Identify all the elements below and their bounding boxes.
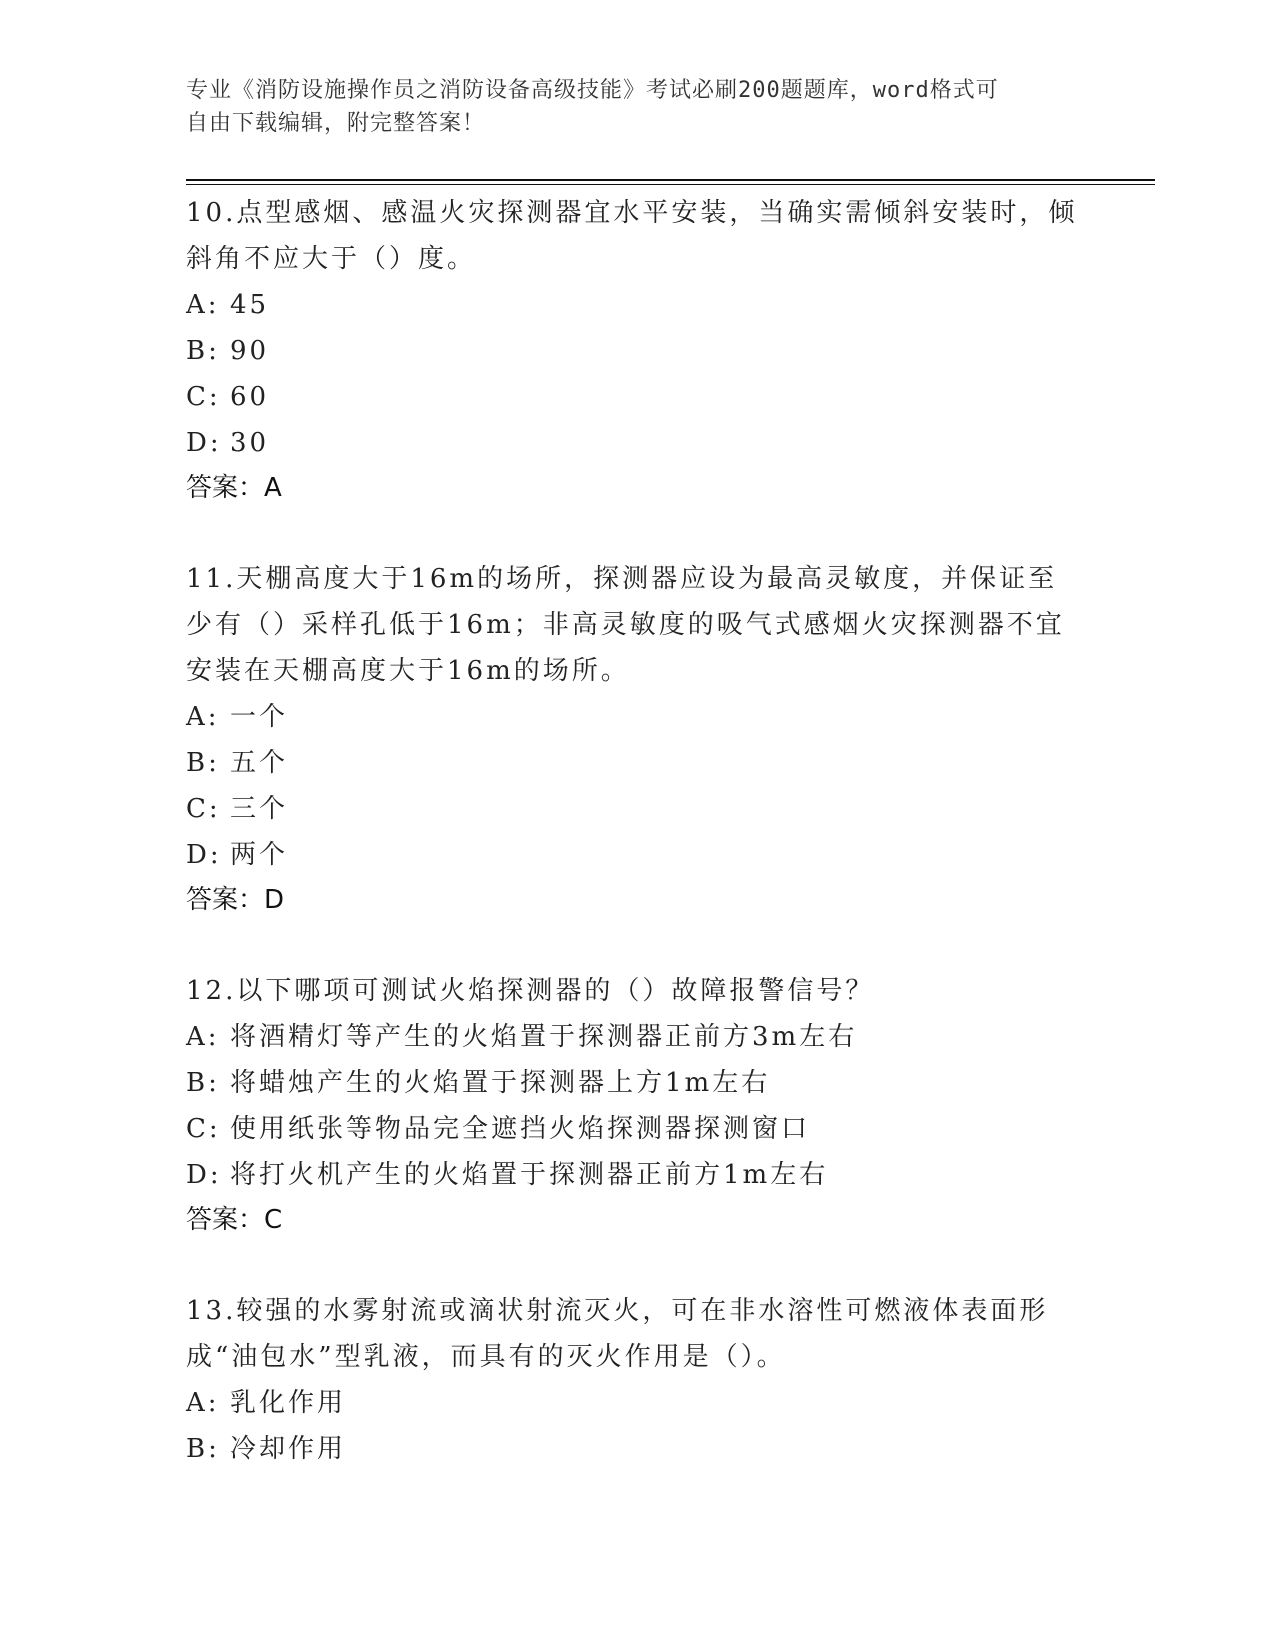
option-text: 两个: [230, 840, 289, 870]
option-b: [186, 328, 1086, 374]
document-header: [186, 74, 1066, 140]
option-key: D:: [186, 428, 222, 458]
question-10: [186, 190, 1086, 510]
option-text: 90: [230, 336, 270, 366]
option-key: C:: [186, 794, 221, 824]
option-text: 45: [230, 290, 270, 320]
option-key: B:: [186, 336, 220, 366]
header-divider-thin: [186, 184, 1155, 185]
option-d: [186, 420, 1086, 466]
option-b: [186, 740, 1086, 786]
option-text: 五个: [230, 748, 289, 778]
question-13: [186, 1288, 1086, 1472]
option-key: A:: [186, 1388, 220, 1418]
option-key: C:: [186, 1114, 221, 1144]
option-d: [186, 1152, 1086, 1198]
option-key: D:: [186, 1160, 222, 1190]
option-c: [186, 374, 1086, 420]
option-c: [186, 786, 1086, 832]
header-divider-thick: [186, 179, 1155, 181]
header-line-1: 专业《消防设施操作员之消防设备高级技能》考试必刷200题题库，word格式可: [186, 78, 999, 103]
option-a: [186, 282, 1086, 328]
answer-line: 答案：A: [186, 473, 282, 503]
option-b: [186, 1426, 1086, 1472]
answer-line: 答案：C: [186, 1205, 283, 1235]
option-text: 冷却作用: [230, 1434, 347, 1464]
option-text: 将蜡烛产生的火焰置于探测器上方1m左右: [230, 1068, 771, 1098]
option-text: 使用纸张等物品完全遮挡火焰探测器探测窗口: [230, 1114, 811, 1144]
option-b: [186, 1060, 1086, 1106]
option-text: 60: [230, 382, 270, 412]
option-a: [186, 694, 1086, 740]
header-line-2: 自由下载编辑，附完整答案！: [186, 111, 486, 136]
answer-line: 答案：D: [186, 885, 285, 915]
option-key: B:: [186, 1068, 220, 1098]
question-stem: 13.较强的水雾射流或滴状射流灭火，可在非水溶性可燃液体表面形成“油包水”型乳液，而具有的灭火作用是（）。: [186, 1296, 1049, 1372]
option-c: [186, 1106, 1086, 1152]
option-key: A:: [186, 290, 220, 320]
option-text: 将酒精灯等产生的火焰置于探测器正前方3m左右: [230, 1022, 858, 1052]
option-text: 三个: [230, 794, 289, 824]
option-d: [186, 832, 1086, 878]
question-11: [186, 556, 1086, 922]
option-key: D:: [186, 840, 222, 870]
option-text: 一个: [230, 702, 289, 732]
option-a: [186, 1014, 1086, 1060]
option-text: 将打火机产生的火焰置于探测器正前方1m左右: [230, 1160, 829, 1190]
option-key: B:: [186, 1434, 220, 1464]
option-key: A:: [186, 702, 220, 732]
question-list: [186, 190, 1086, 1518]
option-key: B:: [186, 748, 220, 778]
question-12: [186, 968, 1086, 1242]
question-stem: 10.点型感烟、感温火灾探测器宜水平安装，当确实需倾斜安装时，倾斜角不应大于（）度。: [186, 198, 1078, 274]
option-text: 30: [230, 428, 270, 458]
option-key: A:: [186, 1022, 220, 1052]
option-key: C:: [186, 382, 221, 412]
question-stem: 11.天棚高度大于16m的场所，探测器应设为最高灵敏度，并保证至少有（）采样孔低于16m；非高灵敏度的吸气式感烟火灾探测器不宜安装在天棚高度大于16m的场所。: [186, 564, 1065, 686]
option-text: 乳化作用: [230, 1388, 347, 1418]
option-a: [186, 1380, 1086, 1426]
question-stem: 12.以下哪项可测试火焰探测器的（）故障报警信号？: [186, 976, 875, 1006]
